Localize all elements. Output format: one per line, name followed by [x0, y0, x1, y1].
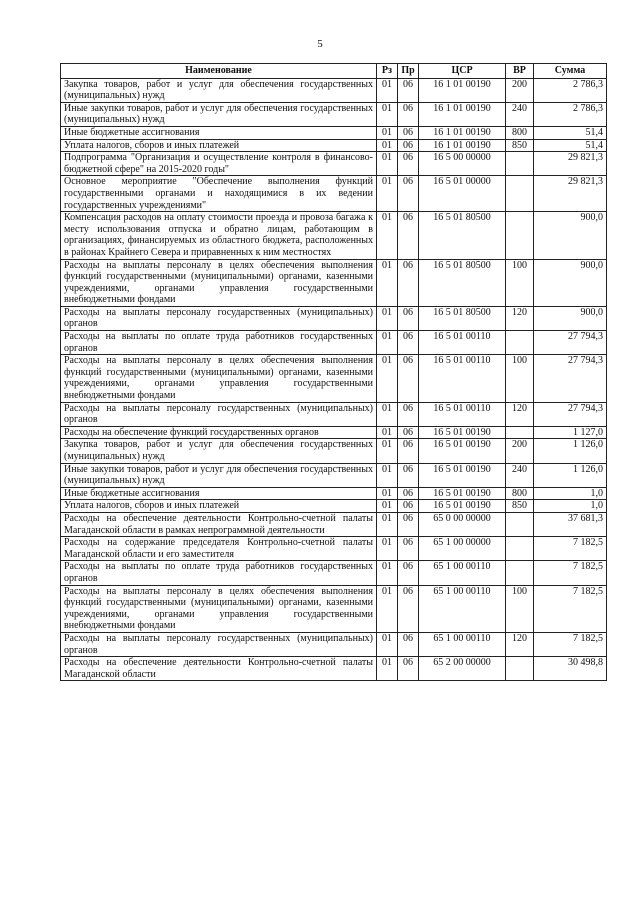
cell-name: Закупка товаров, работ и услуг для обеспечения государственных (муниципальных) нужд — [61, 439, 377, 463]
cell-vr: 850 — [506, 500, 534, 513]
cell-pr: 06 — [398, 78, 419, 102]
table-row — [61, 126, 607, 139]
cell-name: Расходы на выплаты персоналу государственных (муниципальных) органов — [61, 632, 377, 656]
cell-vr: 800 — [506, 126, 534, 139]
cell-name: Подпрограмма "Организация и осуществление контроля в финансово-бюджетной сфере" на 2015-2020 годы" — [61, 152, 377, 176]
table-row — [61, 355, 607, 402]
cell-name: Компенсация расходов на оплату стоимости проезда и провоза багажа к месту использования отпуска и обратно лицам, работающим в организациях, финансируемых из областного бюджета, расположенных в районах Крайнего Севера и приравненных к ним местностях — [61, 212, 377, 259]
table-row — [61, 439, 607, 463]
header-name: Наименование — [61, 64, 377, 79]
cell-csr: 16 5 01 00110 — [419, 402, 506, 426]
cell-csr: 65 1 00 00110 — [419, 561, 506, 585]
cell-vr — [506, 657, 534, 681]
cell-rz: 01 — [377, 139, 398, 152]
cell-sum: 7 182,5 — [534, 537, 607, 561]
cell-vr: 200 — [506, 439, 534, 463]
cell-name: Уплата налогов, сборов и иных платежей — [61, 139, 377, 152]
header-vr: ВР — [506, 64, 534, 79]
cell-pr: 06 — [398, 439, 419, 463]
page-number: 5 — [317, 38, 323, 50]
table-header-row — [61, 64, 607, 79]
cell-pr: 06 — [398, 657, 419, 681]
cell-sum: 7 182,5 — [534, 585, 607, 632]
cell-vr: 240 — [506, 102, 534, 126]
table-row — [61, 632, 607, 656]
cell-vr: 200 — [506, 78, 534, 102]
table-row — [61, 512, 607, 536]
table-row — [61, 657, 607, 681]
cell-sum: 1 127,0 — [534, 426, 607, 439]
cell-rz: 01 — [377, 306, 398, 330]
cell-name: Расходы на обеспечение деятельности Контрольно-счетной палаты Магаданской области — [61, 657, 377, 681]
cell-rz: 01 — [377, 426, 398, 439]
cell-name: Иные бюджетные ассигнования — [61, 126, 377, 139]
cell-name: Расходы на выплаты персоналу государственных (муниципальных) органов — [61, 402, 377, 426]
cell-pr: 06 — [398, 306, 419, 330]
cell-sum: 2 786,3 — [534, 78, 607, 102]
cell-vr — [506, 426, 534, 439]
cell-pr: 06 — [398, 126, 419, 139]
table-row — [61, 402, 607, 426]
table-row — [61, 561, 607, 585]
cell-vr: 800 — [506, 487, 534, 500]
cell-csr: 16 5 00 00000 — [419, 152, 506, 176]
table-row — [61, 306, 607, 330]
cell-rz: 01 — [377, 331, 398, 355]
cell-pr: 06 — [398, 463, 419, 487]
cell-csr: 65 1 00 00110 — [419, 585, 506, 632]
cell-pr: 06 — [398, 537, 419, 561]
cell-csr: 16 5 01 80500 — [419, 259, 506, 306]
cell-sum: 2 786,3 — [534, 102, 607, 126]
cell-name: Расходы на выплаты персоналу государственных (муниципальных) органов — [61, 306, 377, 330]
cell-vr — [506, 152, 534, 176]
cell-csr: 65 1 00 00110 — [419, 632, 506, 656]
cell-pr: 06 — [398, 259, 419, 306]
cell-sum: 29 821,3 — [534, 176, 607, 212]
cell-rz: 01 — [377, 657, 398, 681]
cell-csr: 16 5 01 00190 — [419, 463, 506, 487]
cell-pr: 06 — [398, 500, 419, 513]
table-row — [61, 139, 607, 152]
cell-vr: 120 — [506, 632, 534, 656]
table-row — [61, 487, 607, 500]
cell-rz: 01 — [377, 102, 398, 126]
cell-rz: 01 — [377, 78, 398, 102]
cell-sum: 27 794,3 — [534, 355, 607, 402]
cell-sum: 37 681,3 — [534, 512, 607, 536]
cell-name: Расходы на выплаты персоналу в целях обеспечения выполнения функций государственными (муниципальными) органами, казенными учреждениями, органами управления государственными внебюджетными фондами — [61, 355, 377, 402]
cell-vr: 100 — [506, 355, 534, 402]
cell-pr: 06 — [398, 561, 419, 585]
cell-name: Иные бюджетные ассигнования — [61, 487, 377, 500]
cell-vr: 850 — [506, 139, 534, 152]
cell-name: Уплата налогов, сборов и иных платежей — [61, 500, 377, 513]
cell-sum: 900,0 — [534, 212, 607, 259]
table-row — [61, 102, 607, 126]
cell-pr: 06 — [398, 331, 419, 355]
cell-csr: 16 5 01 00190 — [419, 439, 506, 463]
cell-pr: 06 — [398, 632, 419, 656]
cell-sum: 1,0 — [534, 487, 607, 500]
cell-csr: 16 5 01 00110 — [419, 331, 506, 355]
cell-pr: 06 — [398, 212, 419, 259]
cell-rz: 01 — [377, 176, 398, 212]
cell-pr: 06 — [398, 585, 419, 632]
cell-pr: 06 — [398, 152, 419, 176]
cell-name: Закупка товаров, работ и услуг для обеспечения государственных (муниципальных) нужд — [61, 78, 377, 102]
cell-sum: 7 182,5 — [534, 632, 607, 656]
cell-sum: 29 821,3 — [534, 152, 607, 176]
cell-sum: 1,0 — [534, 500, 607, 513]
cell-rz: 01 — [377, 259, 398, 306]
cell-rz: 01 — [377, 561, 398, 585]
table-row — [61, 176, 607, 212]
cell-sum: 30 498,8 — [534, 657, 607, 681]
cell-pr: 06 — [398, 139, 419, 152]
cell-sum: 1 126,0 — [534, 463, 607, 487]
cell-pr: 06 — [398, 426, 419, 439]
cell-vr — [506, 176, 534, 212]
table-row — [61, 585, 607, 632]
table-row — [61, 426, 607, 439]
budget-table — [60, 63, 607, 681]
cell-name: Расходы на выплаты персоналу в целях обеспечения выполнения функций государственными (муниципальными) органами, казенными учреждениями, органами управления государственными внебюджетными фондами — [61, 585, 377, 632]
header-pr: Пр — [398, 64, 419, 79]
cell-name: Иные закупки товаров, работ и услуг для обеспечения государственных (муниципальных) нужд — [61, 102, 377, 126]
cell-csr: 65 2 00 00000 — [419, 657, 506, 681]
cell-name: Иные закупки товаров, работ и услуг для обеспечения государственных (муниципальных) нужд — [61, 463, 377, 487]
cell-vr: 120 — [506, 306, 534, 330]
cell-name: Основное мероприятие "Обеспечение выполнения функций государственными органами и находящимися в их ведении государственных учреждениями" — [61, 176, 377, 212]
cell-csr: 65 1 00 00000 — [419, 537, 506, 561]
header-sum: Сумма — [534, 64, 607, 79]
table-row — [61, 78, 607, 102]
header-rz: Рз — [377, 64, 398, 79]
cell-pr: 06 — [398, 355, 419, 402]
cell-rz: 01 — [377, 152, 398, 176]
cell-vr — [506, 331, 534, 355]
cell-csr: 16 1 01 00190 — [419, 102, 506, 126]
cell-pr: 06 — [398, 487, 419, 500]
cell-vr — [506, 212, 534, 259]
cell-rz: 01 — [377, 126, 398, 139]
cell-csr: 16 5 01 00000 — [419, 176, 506, 212]
cell-sum: 7 182,5 — [534, 561, 607, 585]
table-row — [61, 463, 607, 487]
cell-sum: 27 794,3 — [534, 402, 607, 426]
cell-rz: 01 — [377, 439, 398, 463]
cell-rz: 01 — [377, 355, 398, 402]
table-row — [61, 152, 607, 176]
cell-csr: 16 5 01 00190 — [419, 487, 506, 500]
cell-csr: 16 5 01 80500 — [419, 212, 506, 259]
cell-vr: 240 — [506, 463, 534, 487]
table-row — [61, 259, 607, 306]
table-row — [61, 331, 607, 355]
cell-name: Расходы на выплаты по оплате труда работников государственных органов — [61, 561, 377, 585]
cell-vr: 100 — [506, 259, 534, 306]
cell-rz: 01 — [377, 500, 398, 513]
cell-vr: 120 — [506, 402, 534, 426]
cell-vr — [506, 561, 534, 585]
cell-rz: 01 — [377, 632, 398, 656]
cell-sum: 27 794,3 — [534, 331, 607, 355]
table-body — [61, 78, 607, 681]
cell-csr: 65 0 00 00000 — [419, 512, 506, 536]
cell-csr: 16 5 01 00190 — [419, 426, 506, 439]
cell-pr: 06 — [398, 176, 419, 212]
header-csr: ЦСР — [419, 64, 506, 79]
cell-name: Расходы на выплаты по оплате труда работников государственных органов — [61, 331, 377, 355]
cell-name: Расходы на обеспечение функций государственных органов — [61, 426, 377, 439]
cell-csr: 16 1 01 00190 — [419, 78, 506, 102]
cell-csr: 16 5 01 80500 — [419, 306, 506, 330]
cell-csr: 16 5 01 00190 — [419, 500, 506, 513]
cell-rz: 01 — [377, 537, 398, 561]
cell-sum: 51,4 — [534, 126, 607, 139]
cell-rz: 01 — [377, 402, 398, 426]
cell-csr: 16 5 01 00110 — [419, 355, 506, 402]
table-row — [61, 500, 607, 513]
cell-sum: 900,0 — [534, 259, 607, 306]
cell-pr: 06 — [398, 512, 419, 536]
cell-vr — [506, 537, 534, 561]
table-row — [61, 537, 607, 561]
cell-csr: 16 1 01 00190 — [419, 139, 506, 152]
cell-sum: 51,4 — [534, 139, 607, 152]
cell-rz: 01 — [377, 463, 398, 487]
cell-name: Расходы на выплаты персоналу в целях обеспечения выполнения функций государственными (муниципальными) органами, казенными учреждениями, органами управления государственными внебюджетными фондами — [61, 259, 377, 306]
cell-vr — [506, 512, 534, 536]
cell-sum: 900,0 — [534, 306, 607, 330]
cell-rz: 01 — [377, 487, 398, 500]
cell-sum: 1 126,0 — [534, 439, 607, 463]
cell-rz: 01 — [377, 212, 398, 259]
cell-pr: 06 — [398, 402, 419, 426]
cell-name: Расходы на обеспечение деятельности Контрольно-счетной палаты Магаданской области в рамках непрограммной деятельности — [61, 512, 377, 536]
cell-pr: 06 — [398, 102, 419, 126]
table-row — [61, 212, 607, 259]
cell-name: Расходы на содержание председателя Контрольно-счетной палаты Магаданской области и его заместителя — [61, 537, 377, 561]
cell-csr: 16 1 01 00190 — [419, 126, 506, 139]
cell-vr: 100 — [506, 585, 534, 632]
cell-rz: 01 — [377, 585, 398, 632]
cell-rz: 01 — [377, 512, 398, 536]
